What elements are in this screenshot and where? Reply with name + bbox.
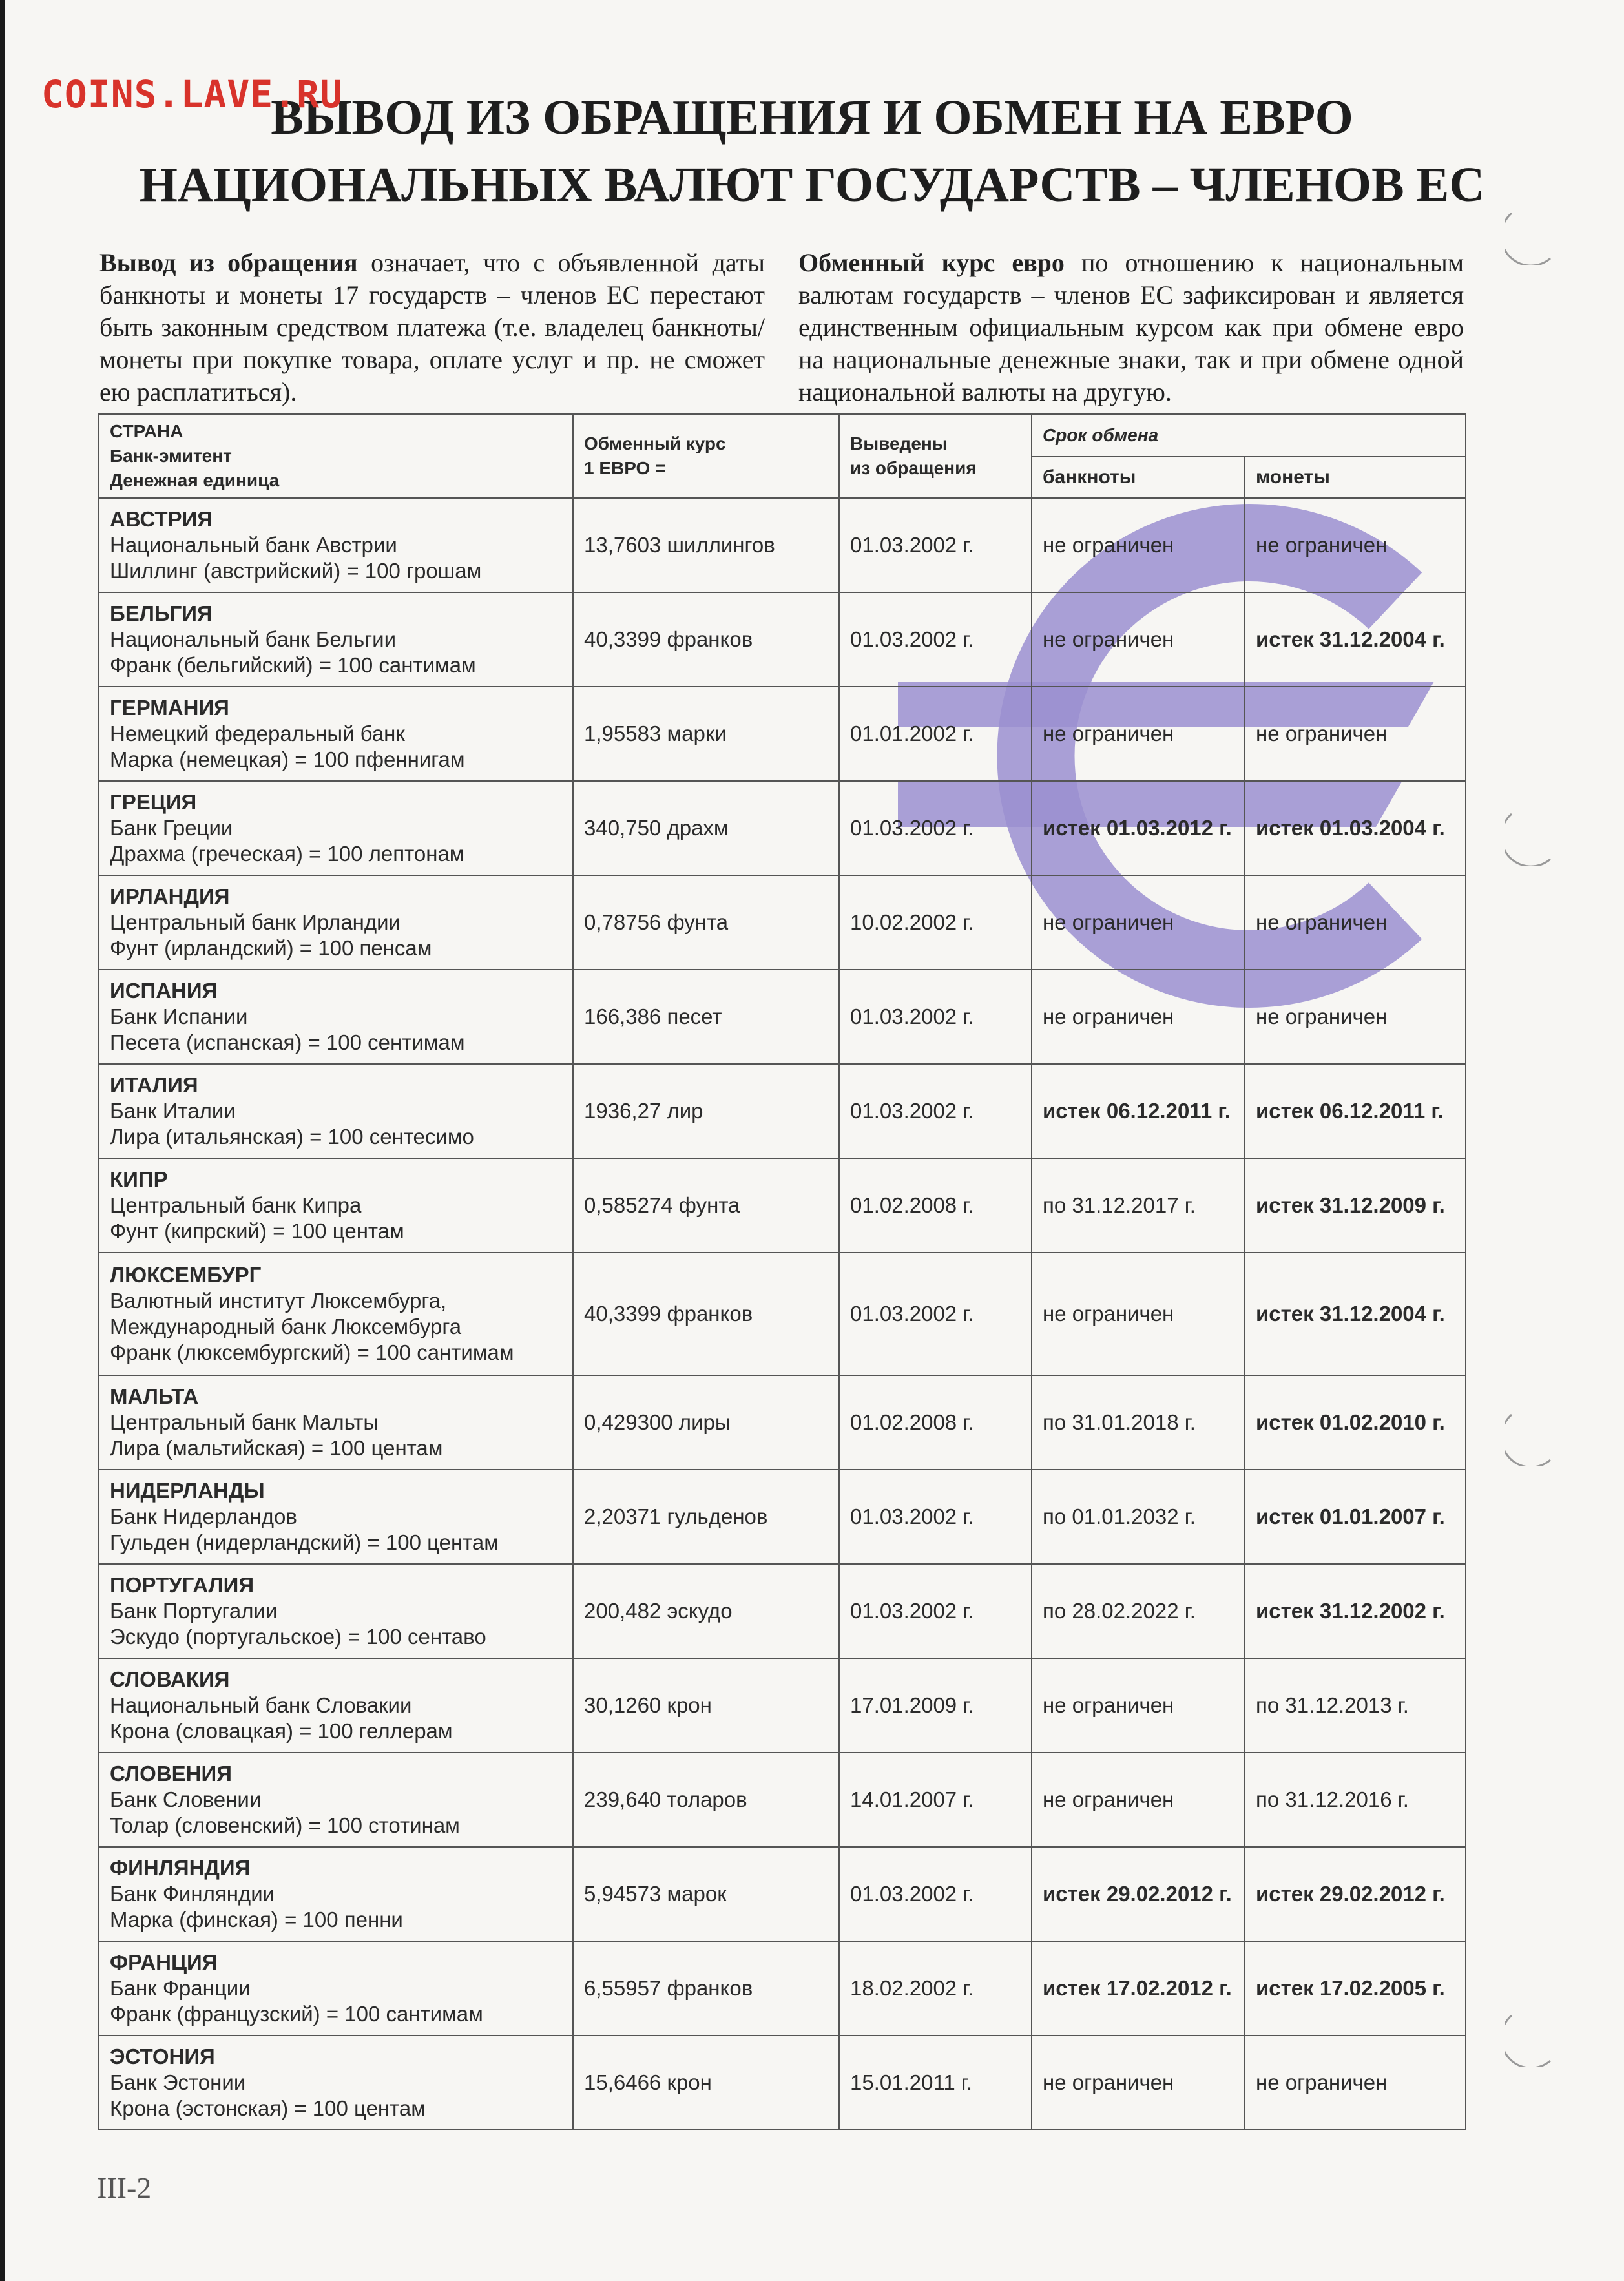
header-country-line3: Денежная единица [110,470,280,490]
coins-period-cell: истек 31.12.2004 г. [1245,1253,1466,1375]
country-name: КИПР [110,1167,168,1191]
coins-period-cell: истек 31.12.2002 г. [1245,1564,1466,1658]
issuing-bank: Национальный банк Бельгии [110,627,397,651]
currency-unit: Марка (немецкая) = 100 пфеннигам [110,747,465,771]
currency-unit: Фунт (ирландский) = 100 пенсам [110,936,432,960]
table-row [99,1253,1466,1375]
currency-unit: Крона (словацкая) = 100 геллерам [110,1719,453,1743]
issuing-bank: Банк Италии [110,1099,236,1123]
intro-withdrawal [99,247,765,408]
issuing-bank: Банк Франции [110,1976,251,2000]
coins-period-cell: истек 01.01.2007 г. [1245,1470,1466,1564]
withdrawn-date-cell: 01.03.2002 г. [839,1470,1032,1564]
country-name: АВСТРИЯ [110,507,213,531]
table-row [99,1753,1466,1847]
currency-unit: Эскудо (португальское) = 100 сентаво [110,1625,486,1649]
issuing-bank: Центральный банк Мальты [110,1410,379,1434]
table-row [99,875,1466,970]
banknotes-period-cell: не ограничен [1032,498,1245,592]
country-name: СЛОВАКИЯ [110,1667,230,1691]
coins-period-cell: не ограничен [1245,875,1466,970]
exchange-rate-cell: 239,640 толаров [573,1753,839,1847]
issuing-bank: Банк Словении [110,1787,262,1811]
country-cell [99,1253,573,1375]
table-row [99,592,1466,687]
issuing-bank: Валютный институт Люксембурга, Международный банк Люксембурга [110,1289,462,1338]
coins-period-cell: не ограничен [1245,498,1466,592]
exchange-rate-cell: 0,78756 фунта [573,875,839,970]
country-cell [99,498,573,592]
country-cell [99,1158,573,1253]
coins-period-cell: истек 31.12.2009 г. [1245,1158,1466,1253]
country-cell [99,970,573,1064]
exchange-rate-cell: 1936,27 лир [573,1064,839,1158]
title-line-1: ВЫВОД ИЗ ОБРАЩЕНИЯ И ОБМЕН НА ЕВРО [271,90,1353,145]
table-body [99,498,1466,2130]
coins-period-cell: истек 01.02.2010 г. [1245,1375,1466,1470]
exchange-rate-table [98,413,1466,2130]
withdrawn-date-cell: 01.03.2002 г. [839,781,1032,875]
intro-exchange-rate [798,247,1464,408]
header-row [99,414,1466,457]
header-country [99,414,573,498]
table-row [99,498,1466,592]
currency-unit: Марка (финская) = 100 пенни [110,1908,403,1932]
country-name: ФИНЛЯНДИЯ [110,1856,251,1880]
withdrawn-date-cell: 17.01.2009 г. [839,1658,1032,1753]
page-number: III-2 [97,2171,152,2204]
header-withdrawn-line2: из обращения [850,458,977,478]
binder-hole-icon [1505,1408,1557,1466]
site-watermark: COINS.LAVE.RU [41,72,343,116]
binder-hole-icon [1505,807,1557,866]
currency-unit: Толар (словенский) = 100 стотинам [110,1813,460,1837]
exchange-rate-cell: 40,3399 франков [573,592,839,687]
country-cell [99,592,573,687]
intro-exchange-text: по отношению к национальным валютам государств – членов ЕС зафиксирован и является единственным официальным курсом как при обмене евро на национальные денежные знаки, так и при обмене одной национальной валюты на другую. [798,248,1464,406]
withdrawn-date-cell: 01.03.2002 г. [839,498,1032,592]
banknotes-period-cell: истек 01.03.2012 г. [1032,781,1245,875]
banknotes-period-cell: не ограничен [1032,1253,1245,1375]
country-cell [99,781,573,875]
currency-unit: Франк (люксембургский) = 100 сантимам [110,1340,514,1364]
country-cell [99,1375,573,1470]
country-name: ПОРТУГАЛИЯ [110,1573,255,1597]
country-name: ФРАНЦИЯ [110,1950,218,1974]
country-cell [99,1470,573,1564]
currency-unit: Шиллинг (австрийский) = 100 грошам [110,559,482,583]
country-cell [99,875,573,970]
exchange-rate-cell: 200,482 эскудо [573,1564,839,1658]
country-cell [99,1847,573,1941]
header-exchange-period: Срок обмена [1032,414,1466,457]
exchange-rate-cell: 13,7603 шиллингов [573,498,839,592]
header-rate-line2: 1 ЕВРО = [584,458,666,478]
exchange-rate-cell: 340,750 драхм [573,781,839,875]
coins-period-cell: по 31.12.2016 г. [1245,1753,1466,1847]
header-rate [573,414,839,498]
issuing-bank: Банк Финляндии [110,1882,275,1906]
country-cell [99,1941,573,2036]
banknotes-period-cell: истек 29.02.2012 г. [1032,1847,1245,1941]
banknotes-period-cell: не ограничен [1032,1658,1245,1753]
currency-unit: Лира (мальтийская) = 100 центам [110,1436,443,1460]
exchange-rate-cell: 0,585274 фунта [573,1158,839,1253]
withdrawn-date-cell: 01.02.2008 г. [839,1158,1032,1253]
exchange-rate-cell: 5,94573 марок [573,1847,839,1941]
table-row [99,1064,1466,1158]
scan-edge [0,0,5,2281]
header-banknotes: банкноты [1032,457,1245,498]
intro-withdrawal-term: Вывод из обращения [99,248,358,277]
banknotes-period-cell: не ограничен [1032,875,1245,970]
table-row [99,2036,1466,2130]
binder-hole-icon [1505,2009,1557,2067]
header-country-line2: Банк-эмитент [110,446,232,466]
banknotes-period-cell: не ограничен [1032,1753,1245,1847]
banknotes-period-cell: не ограничен [1032,2036,1245,2130]
exchange-rate-cell: 0,429300 лиры [573,1375,839,1470]
country-name: ИРЛАНДИЯ [110,884,230,908]
currency-unit: Песета (испанская) = 100 сентимам [110,1030,465,1054]
table-row [99,970,1466,1064]
banknotes-period-cell: истек 06.12.2011 г. [1032,1064,1245,1158]
currency-unit: Фунт (кипрский) = 100 центам [110,1219,404,1243]
currency-unit: Драхма (греческая) = 100 лептонам [110,842,464,866]
withdrawn-date-cell: 01.03.2002 г. [839,592,1032,687]
intro-exchange-term: Обменный курс евро [798,248,1065,277]
banknotes-period-cell: не ограничен [1032,592,1245,687]
withdrawn-date-cell: 14.01.2007 г. [839,1753,1032,1847]
country-cell [99,1064,573,1158]
currency-unit: Франк (бельгийский) = 100 сантимам [110,653,476,677]
exchange-rate-cell: 30,1260 крон [573,1658,839,1753]
withdrawn-date-cell: 01.03.2002 г. [839,970,1032,1064]
currency-unit: Лира (итальянская) = 100 сентесимо [110,1125,474,1149]
currency-unit: Франк (французский) = 100 сантимам [110,2002,483,2026]
country-name: ЛЮКСЕМБУРГ [110,1263,262,1287]
issuing-bank: Банк Испании [110,1005,248,1028]
header-country-line1: СТРАНА [110,421,183,441]
country-name: СЛОВЕНИЯ [110,1762,232,1786]
coins-period-cell: не ограничен [1245,970,1466,1064]
withdrawn-date-cell: 01.01.2002 г. [839,687,1032,781]
coins-period-cell: истек 06.12.2011 г. [1245,1064,1466,1158]
currency-unit: Крона (эстонская) = 100 центам [110,2096,426,2120]
table-row [99,1375,1466,1470]
country-cell [99,2036,573,2130]
issuing-bank: Банк Греции [110,816,233,840]
issuing-bank: Национальный банк Австрии [110,533,397,557]
country-cell [99,1658,573,1753]
table-row [99,1470,1466,1564]
withdrawn-date-cell: 01.02.2008 г. [839,1375,1032,1470]
exchange-rate-cell: 2,20371 гульденов [573,1470,839,1564]
withdrawn-date-cell: 01.03.2002 г. [839,1064,1032,1158]
country-name: ГРЕЦИЯ [110,790,197,814]
exchange-rate-cell: 15,6466 крон [573,2036,839,2130]
country-cell [99,687,573,781]
country-name: ИСПАНИЯ [110,979,218,1003]
banknotes-period-cell: не ограничен [1032,687,1245,781]
banknotes-period-cell: по 31.01.2018 г. [1032,1375,1245,1470]
issuing-bank: Центральный банк Ирландии [110,910,401,934]
withdrawn-date-cell: 10.02.2002 г. [839,875,1032,970]
table-row [99,1564,1466,1658]
coins-period-cell: не ограничен [1245,2036,1466,2130]
issuing-bank: Немецкий федеральный банк [110,722,405,745]
table-row [99,781,1466,875]
coins-period-cell: по 31.12.2013 г. [1245,1658,1466,1753]
issuing-bank: Банк Нидерландов [110,1505,297,1528]
withdrawn-date-cell: 01.03.2002 г. [839,1847,1032,1941]
exchange-rate-cell: 166,386 песет [573,970,839,1064]
country-name: ИТАЛИЯ [110,1073,198,1097]
table-row [99,1941,1466,2036]
withdrawn-date-cell: 01.03.2002 г. [839,1253,1032,1375]
coins-period-cell: истек 17.02.2005 г. [1245,1941,1466,2036]
header-coins: монеты [1245,457,1466,498]
table-row [99,687,1466,781]
country-name: МАЛЬТА [110,1384,199,1408]
exchange-rate-cell: 6,55957 франков [573,1941,839,2036]
table-row [99,1158,1466,1253]
withdrawn-date-cell: 01.03.2002 г. [839,1564,1032,1658]
withdrawn-date-cell: 18.02.2002 г. [839,1941,1032,2036]
issuing-bank: Центральный банк Кипра [110,1193,362,1217]
coins-period-cell: истек 01.03.2004 г. [1245,781,1466,875]
table-row [99,1847,1466,1941]
issuing-bank: Банк Эстонии [110,2070,246,2094]
title-line-2: НАЦИОНАЛЬНЫХ ВАЛЮТ ГОСУДАРСТВ – ЧЛЕНОВ ЕС [139,158,1485,212]
country-name: ГЕРМАНИЯ [110,696,229,720]
issuing-bank: Национальный банк Словакии [110,1693,412,1717]
coins-period-cell: истек 31.12.2004 г. [1245,592,1466,687]
banknotes-period-cell: по 01.01.2032 г. [1032,1470,1245,1564]
coins-period-cell: истек 29.02.2012 г. [1245,1847,1466,1941]
exchange-rate-cell: 40,3399 франков [573,1253,839,1375]
coins-period-cell: не ограничен [1245,687,1466,781]
issuing-bank: Банк Португалии [110,1599,278,1623]
banknotes-period-cell: по 28.02.2022 г. [1032,1564,1245,1658]
country-name: БЕЛЬГИЯ [110,601,213,625]
banknotes-period-cell: истек 17.02.2012 г. [1032,1941,1245,2036]
country-name: НИДЕРЛАНДЫ [110,1479,265,1503]
table-row [99,1658,1466,1753]
country-cell [99,1753,573,1847]
currency-unit: Гульден (нидерландский) = 100 центам [110,1530,499,1554]
header-withdrawn [839,414,1032,498]
header-rate-line1: Обменный курс [584,433,726,453]
intro-withdrawal-text: означает, что с объявленной даты банкноты и монеты 17 государств – членов ЕС перестают быть законным средством платежа (т.е. владелец банкноты/монеты при покупке товара, оплате услуг и пр. не сможет ею расплатиться). [99,248,765,406]
exchange-rate-cell: 1,95583 марки [573,687,839,781]
banknotes-period-cell: по 31.12.2017 г. [1032,1158,1245,1253]
country-name: ЭСТОНИЯ [110,2045,215,2068]
country-cell [99,1564,573,1658]
withdrawn-date-cell: 15.01.2011 г. [839,2036,1032,2130]
header-withdrawn-line1: Выведены [850,433,948,453]
banknotes-period-cell: не ограничен [1032,970,1245,1064]
